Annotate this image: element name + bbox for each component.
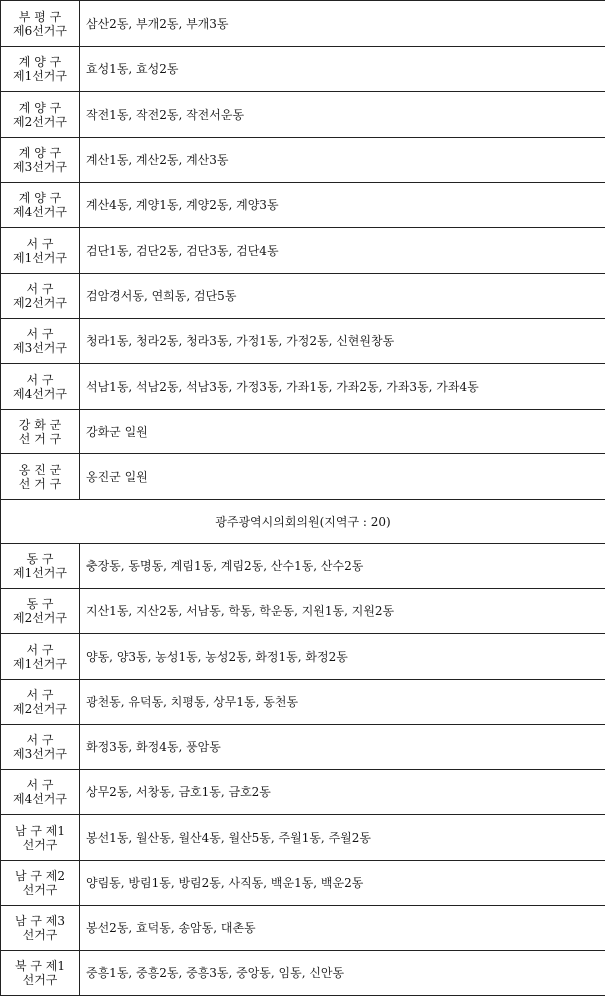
section-header: 광주광역시의회의원(지역구 : 20) — [1, 500, 605, 544]
table-row — [1, 815, 605, 861]
district-name: 서 구 제4선거구 — [1, 770, 80, 815]
district-areas: 양림동, 방림1동, 방림2동, 사직동, 백운1동, 백운2동 — [80, 861, 605, 906]
district-areas: 봉선2동, 효덕동, 송암동, 대촌동 — [80, 906, 605, 951]
table-row — [1, 906, 605, 951]
district-areas: 양동, 양3동, 농성1동, 농성2동, 화정1동, 화정2동 — [80, 634, 605, 680]
district-name: 부 평 구 제6선거구 — [1, 1, 80, 47]
district-name: 서 구 제3선거구 — [1, 319, 80, 364]
gwangju-districts — [1, 544, 605, 996]
district-areas: 작전1동, 작전2동, 작전서운동 — [80, 92, 605, 138]
table-row — [1, 228, 605, 274]
district-areas: 삼산2동, 부개2동, 부개3동 — [80, 1, 605, 47]
table-row — [1, 544, 605, 589]
district-areas: 강화군 일원 — [80, 410, 605, 454]
district-areas: 청라1동, 청라2동, 청라3동, 가정1동, 가정2동, 신현원창동 — [80, 319, 605, 364]
district-areas: 지산1동, 지산2동, 서남동, 학동, 학운동, 지원1동, 지원2동 — [80, 589, 605, 634]
district-name: 강 화 군 선 거 구 — [1, 410, 80, 454]
district-name: 동 구 제1선거구 — [1, 544, 80, 589]
district-name: 남 구 제3 선거구 — [1, 906, 80, 951]
district-name: 서 구 제1선거구 — [1, 634, 80, 680]
table-row — [1, 183, 605, 228]
district-name: 계 양 구 제2선거구 — [1, 92, 80, 138]
gwangju-section — [1, 500, 605, 544]
district-areas: 석남1동, 석남2동, 석남3동, 가정3동, 가좌1동, 가좌2동, 가좌3동, 가좌4동 — [80, 364, 605, 410]
district-name: 남 구 제1 선거구 — [1, 815, 80, 861]
table-row — [1, 364, 605, 410]
table-row — [1, 1, 605, 47]
table-row — [1, 634, 605, 680]
incheon-districts — [1, 1, 605, 500]
table-row — [1, 770, 605, 815]
table-row — [1, 138, 605, 183]
district-areas: 계산4동, 계양1동, 계양2동, 계양3동 — [80, 183, 605, 228]
district-name: 남 구 제2 선거구 — [1, 861, 80, 906]
district-name: 서 구 제2선거구 — [1, 274, 80, 319]
district-areas: 봉선1동, 월산동, 월산4동, 월산5동, 주월1동, 주월2동 — [80, 815, 605, 861]
district-name: 서 구 제2선거구 — [1, 680, 80, 725]
district-areas: 충장동, 동명동, 계림1동, 계림2동, 산수1동, 산수2동 — [80, 544, 605, 589]
table-row — [1, 861, 605, 906]
district-name: 계 양 구 제1선거구 — [1, 47, 80, 92]
table-row — [1, 680, 605, 725]
district-areas: 광천동, 유덕동, 치평동, 상무1동, 동천동 — [80, 680, 605, 725]
district-name: 서 구 제4선거구 — [1, 364, 80, 410]
table-row — [1, 589, 605, 634]
district-name: 계 양 구 제4선거구 — [1, 183, 80, 228]
district-name: 옹 진 군 선 거 구 — [1, 454, 80, 500]
table-row — [1, 92, 605, 138]
district-areas: 검단1동, 검단2동, 검단3동, 검단4동 — [80, 228, 605, 274]
district-name: 계 양 구 제3선거구 — [1, 138, 80, 183]
district-areas: 검암경서동, 연희동, 검단5동 — [80, 274, 605, 319]
district-areas: 중흥1동, 중흥2동, 중흥3동, 중앙동, 임동, 신안동 — [80, 951, 605, 996]
district-name: 동 구 제2선거구 — [1, 589, 80, 634]
district-areas: 상무2동, 서창동, 금호1동, 금호2동 — [80, 770, 605, 815]
table-row — [1, 454, 605, 500]
table-row — [1, 725, 605, 770]
district-areas: 화정3동, 화정4동, 풍암동 — [80, 725, 605, 770]
table-row — [1, 47, 605, 92]
district-areas: 효성1동, 효성2동 — [80, 47, 605, 92]
district-name: 서 구 제1선거구 — [1, 228, 80, 274]
district-areas: 계산1동, 계산2동, 계산3동 — [80, 138, 605, 183]
section-header-row — [1, 500, 605, 544]
table-row — [1, 274, 605, 319]
table-row — [1, 410, 605, 454]
table-row — [1, 951, 605, 996]
district-name: 북 구 제1 선거구 — [1, 951, 80, 996]
table-row — [1, 319, 605, 364]
district-areas: 옹진군 일원 — [80, 454, 605, 500]
district-name: 서 구 제3선거구 — [1, 725, 80, 770]
